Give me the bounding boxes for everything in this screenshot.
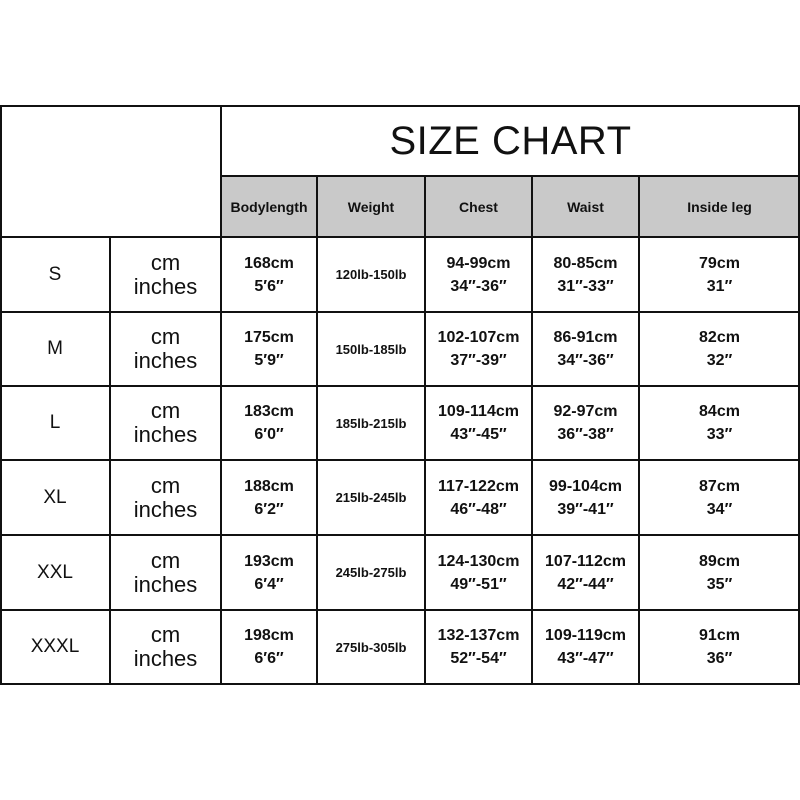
- size-label: S: [48, 263, 62, 285]
- inside-leg-value-line: 89cm: [699, 552, 740, 570]
- inside-leg-value: [639, 460, 800, 535]
- inside-leg-value-line: 32″: [706, 352, 733, 369]
- bodylength-value-line: 6′6″: [254, 650, 284, 667]
- weight-value: 185lb-215lb: [335, 415, 407, 431]
- unit-labels: [110, 312, 221, 386]
- waist-value-line: 99-104cm: [549, 477, 622, 495]
- inside-leg-value-line: 91cm: [699, 627, 740, 644]
- inside-leg-value-line: 84cm: [699, 403, 740, 420]
- waist-value-line: 86-91cm: [553, 329, 618, 346]
- waist-value-line: 42″-44″: [557, 575, 614, 593]
- unit-labels: [110, 237, 221, 312]
- inside-leg-value: [639, 535, 800, 610]
- size-label: XXL: [37, 561, 73, 583]
- column-header: Chest: [459, 198, 498, 215]
- bodylength-value-line: 183cm: [244, 403, 294, 420]
- inside-leg-value-line: 31″: [706, 277, 733, 295]
- weight-value: 150lb-185lb: [335, 341, 407, 357]
- weight-value: 245lb-275lb: [335, 565, 407, 580]
- column-header: Bodylength: [230, 198, 308, 215]
- unit-labels-line: cm: [150, 398, 181, 423]
- bodylength-value: [221, 535, 317, 610]
- chest-value: [425, 460, 532, 535]
- bodylength-value-line: 6′0″: [254, 426, 284, 443]
- chest-value-line: 109-114cm: [438, 403, 519, 420]
- chest-value-line: 43″-45″: [450, 426, 507, 443]
- waist-value: [532, 460, 639, 535]
- chest-value-line: 94-99cm: [446, 254, 511, 272]
- inside-leg-value-line: 79cm: [699, 254, 740, 272]
- chest-value-line: 34″-36″: [450, 277, 507, 295]
- chest-value-line: 49″-51″: [450, 575, 507, 593]
- bodylength-value-line: 198cm: [244, 627, 294, 644]
- bodylength-value-line: 168cm: [244, 254, 294, 272]
- inside-leg-value: [639, 237, 800, 312]
- chest-value-line: 37″-39″: [450, 352, 507, 369]
- column-header: Inside leg: [687, 198, 752, 215]
- weight-value: 120lb-150lb: [335, 267, 407, 282]
- waist-value-line: 39″-41″: [557, 500, 614, 518]
- inside-leg-value-line: 35″: [706, 575, 733, 593]
- chest-value: [425, 610, 532, 684]
- chest-value-line: 132-137cm: [437, 627, 520, 644]
- bodylength-value-line: 6′2″: [254, 500, 284, 518]
- unit-labels-line: cm: [150, 547, 181, 573]
- inside-leg-value-line: 34″: [706, 500, 733, 518]
- unit-labels-line: cm: [150, 622, 181, 647]
- bodylength-value: [221, 237, 317, 312]
- inside-leg-value-line: 36″: [706, 650, 733, 667]
- unit-labels-line: inches: [133, 496, 198, 522]
- waist-value-line: 31″-33″: [557, 277, 614, 295]
- bodylength-value-line: 6′4″: [254, 575, 284, 593]
- chest-value-line: 52″-54″: [450, 650, 507, 667]
- chest-value: [425, 237, 532, 312]
- weight-value: 215lb-245lb: [335, 490, 407, 505]
- inside-leg-value: [639, 386, 800, 460]
- bodylength-value: [221, 386, 317, 460]
- inside-leg-value-line: 33″: [706, 426, 733, 443]
- chart-title: SIZE CHART: [389, 118, 632, 163]
- unit-labels: [110, 460, 221, 535]
- waist-value-line: 34″-36″: [557, 352, 614, 369]
- bodylength-value-line: 5′6″: [254, 277, 284, 295]
- inside-leg-value-line: 82cm: [699, 329, 740, 346]
- waist-value-line: 36″-38″: [557, 426, 614, 443]
- waist-value-line: 80-85cm: [553, 254, 618, 272]
- weight-value: 275lb-305lb: [335, 639, 407, 655]
- waist-value-line: 92-97cm: [553, 403, 618, 420]
- bodylength-value: [221, 460, 317, 535]
- bodylength-value-line: 193cm: [244, 552, 294, 570]
- unit-labels-line: inches: [133, 646, 198, 671]
- unit-labels-line: inches: [133, 273, 198, 299]
- chest-value: [425, 312, 532, 386]
- unit-labels-line: inches: [133, 422, 198, 447]
- bodylength-value: [221, 610, 317, 684]
- chest-value-line: 117-122cm: [438, 477, 519, 495]
- unit-labels-line: inches: [133, 571, 198, 597]
- waist-value-line: 109-119cm: [545, 627, 626, 644]
- size-label: XXXL: [30, 636, 80, 657]
- unit-labels: [110, 386, 221, 460]
- size-label: XL: [43, 486, 67, 508]
- chest-value-line: 46″-48″: [450, 500, 507, 518]
- unit-labels: [110, 535, 221, 610]
- size-label: M: [47, 338, 63, 359]
- column-header: Weight: [347, 198, 395, 215]
- inside-leg-value: [639, 312, 800, 386]
- unit-labels: [110, 610, 221, 684]
- waist-value-line: 107-112cm: [545, 552, 626, 570]
- waist-value-line: 43″-47″: [557, 650, 614, 667]
- chest-value-line: 124-130cm: [437, 552, 520, 570]
- waist-value: [532, 237, 639, 312]
- waist-value: [532, 386, 639, 460]
- waist-value: [532, 535, 639, 610]
- bodylength-value-line: 188cm: [244, 477, 294, 495]
- column-header: Waist: [567, 198, 604, 215]
- bodylength-value-line: 175cm: [244, 329, 294, 346]
- size-label: L: [49, 412, 61, 433]
- bodylength-value-line: 5′9″: [254, 352, 284, 369]
- chest-value: [425, 386, 532, 460]
- inside-leg-value-line: 87cm: [699, 477, 740, 495]
- unit-labels-line: cm: [150, 249, 181, 275]
- waist-value: [532, 610, 639, 684]
- waist-value: [532, 312, 639, 386]
- unit-labels-line: inches: [133, 348, 198, 373]
- bodylength-value: [221, 312, 317, 386]
- unit-labels-line: cm: [150, 472, 181, 498]
- inside-leg-value: [639, 610, 800, 684]
- chest-value-line: 102-107cm: [437, 329, 520, 346]
- chest-value: [425, 535, 532, 610]
- unit-labels-line: cm: [150, 324, 181, 349]
